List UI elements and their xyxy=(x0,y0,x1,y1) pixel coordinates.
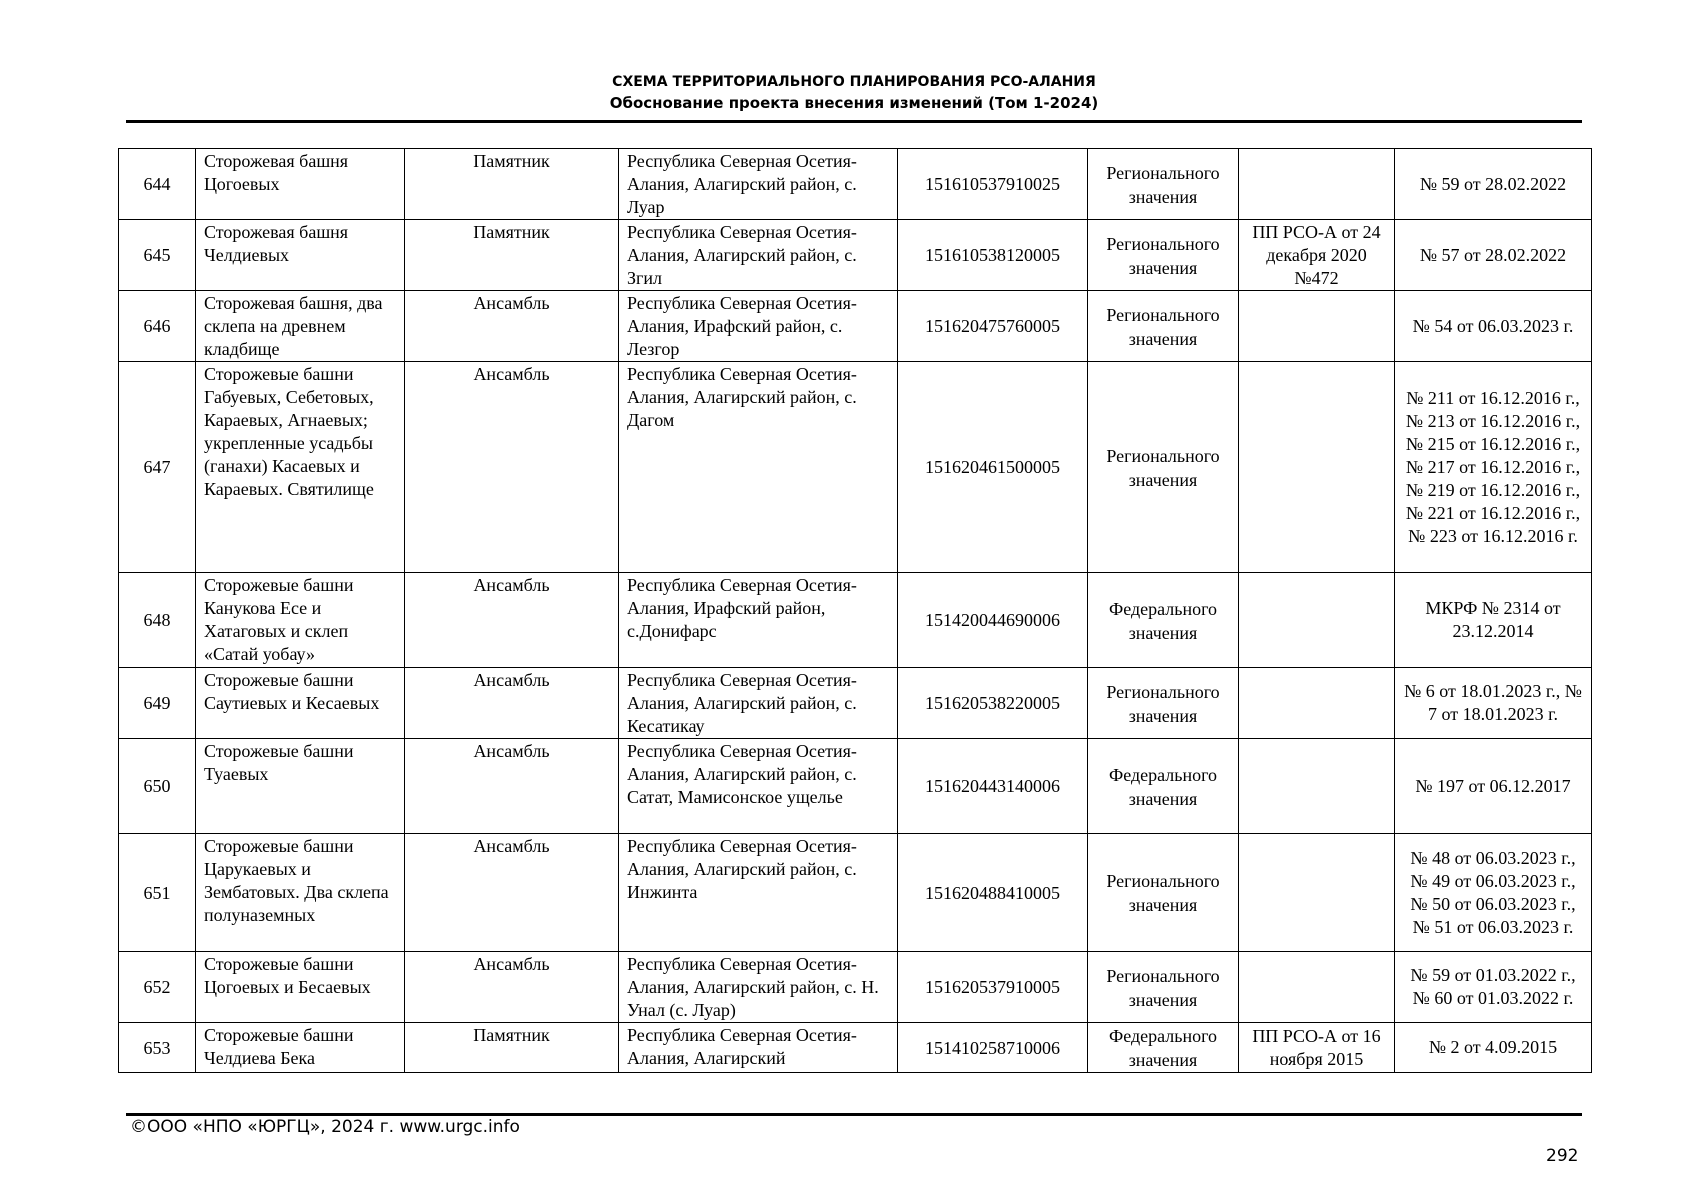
registry-number-cell: 151410258710006 xyxy=(898,1023,1088,1073)
object-type-cell: Ансамбль xyxy=(405,739,619,834)
registry-number-cell: 151620475760005 xyxy=(898,291,1088,362)
object-name-cell: Сторожевые башни Канукова Есе и Хатаговых и склеп «Сатай уобау» xyxy=(196,573,405,668)
object-name-cell: Сторожевые башни Габуевых, Себетовых, Караевых, Агнаевых; укрепленные усадьбы (ганахи) Касаевых и Караевых. Святилище xyxy=(196,362,405,573)
registry-number-cell: 151620537910005 xyxy=(898,952,1088,1023)
object-address-cell: Республика Северная Осетия-Алания, Алагирский район, с. Луар xyxy=(619,149,898,220)
object-name-cell: Сторожевые башни Челдиева Бека xyxy=(196,1023,405,1073)
object-name-cell: Сторожевая башня Цогоевых xyxy=(196,149,405,220)
legal-act-cell xyxy=(1239,362,1395,573)
document-title: СХЕМА ТЕРРИТОРИАЛЬНОГО ПЛАНИРОВАНИЯ РСО-АЛАНИЯ xyxy=(612,74,1096,90)
row-number-cell: 644 xyxy=(119,149,196,220)
object-address-cell: Республика Северная Осетия-Алания, Алагирский район, с. Н. Унал (с. Луар) xyxy=(619,952,898,1023)
registry-number-cell: 151610537910025 xyxy=(898,149,1088,220)
page-number: 292 xyxy=(1546,1146,1579,1166)
object-name-cell: Сторожевые башни Саутиевых и Кесаевых xyxy=(196,668,405,739)
object-address-cell: Республика Северная Осетия-Алания, Алагирский xyxy=(619,1023,898,1073)
object-address-cell: Республика Северная Осетия-Алания, Ирафский район, с. Лезгор xyxy=(619,291,898,362)
table-body xyxy=(119,149,1592,1073)
table-row xyxy=(119,291,1592,362)
legal-act-cell xyxy=(1239,739,1395,834)
footer-rule xyxy=(126,1113,1582,1116)
table-row xyxy=(119,362,1592,573)
legal-act-cell xyxy=(1239,952,1395,1023)
legal-act-cell xyxy=(1239,291,1395,362)
registry-number-cell: 151620538220005 xyxy=(898,668,1088,739)
decision-document-cell: № 211 от 16.12.2016 г., № 213 от 16.12.2016 г., № 215 от 16.12.2016 г., № 217 от 16.12.2016 г., № 219 от 16.12.2016 г., № 221 от 16.12.2016 г., № 223 от 16.12.2016 г. xyxy=(1395,362,1592,573)
significance-category-cell: Регионального значения xyxy=(1088,668,1239,739)
object-type-cell: Памятник xyxy=(405,149,619,220)
row-number-cell: 648 xyxy=(119,573,196,668)
decision-document-cell: № 48 от 06.03.2023 г., № 49 от 06.03.2023 г., № 50 от 06.03.2023 г., № 51 от 06.03.2023 г. xyxy=(1395,834,1592,952)
decision-document-cell: № 197 от 06.12.2017 xyxy=(1395,739,1592,834)
significance-category-cell: Федерального значения xyxy=(1088,1023,1239,1073)
registry-number-cell: 151620488410005 xyxy=(898,834,1088,952)
row-number-cell: 646 xyxy=(119,291,196,362)
significance-category-cell: Федерального значения xyxy=(1088,739,1239,834)
decision-document-cell: № 54 от 06.03.2023 г. xyxy=(1395,291,1592,362)
registry-number-cell: 151620443140006 xyxy=(898,739,1088,834)
decision-document-cell: № 6 от 18.01.2023 г., № 7 от 18.01.2023 г. xyxy=(1395,668,1592,739)
decision-document-cell: № 2 от 4.09.2015 xyxy=(1395,1023,1592,1073)
legal-act-cell xyxy=(1239,834,1395,952)
table-row xyxy=(119,220,1592,291)
footer-copyright: ©ООО «НПО «ЮРГЦ», 2024 г. www.urgc.info xyxy=(130,1117,520,1137)
heritage-register-table xyxy=(118,148,1592,1073)
object-name-cell: Сторожевые башни Царукаевых и Зембатовых. Два склепа полуназемных xyxy=(196,834,405,952)
table-row xyxy=(119,739,1592,834)
row-number-cell: 650 xyxy=(119,739,196,834)
significance-category-cell: Регионального значения xyxy=(1088,362,1239,573)
object-name-cell: Сторожевая башня, два склепа на древнем кладбище xyxy=(196,291,405,362)
table-row xyxy=(119,668,1592,739)
object-type-cell: Ансамбль xyxy=(405,668,619,739)
significance-category-cell: Регионального значения xyxy=(1088,952,1239,1023)
document-header xyxy=(126,72,1582,114)
registry-number-cell: 151610538120005 xyxy=(898,220,1088,291)
object-type-cell: Памятник xyxy=(405,1023,619,1073)
object-address-cell: Республика Северная Осетия-Алания, Ирафский район, с.Донифарс xyxy=(619,573,898,668)
significance-category-cell: Федерального значения xyxy=(1088,573,1239,668)
significance-category-cell: Регионального значения xyxy=(1088,149,1239,220)
row-number-cell: 653 xyxy=(119,1023,196,1073)
legal-act-cell: ПП РСО-А от 16 ноября 2015 xyxy=(1239,1023,1395,1073)
object-address-cell: Республика Северная Осетия-Алания, Алагирский район, с. Инжинта xyxy=(619,834,898,952)
header-rule xyxy=(126,120,1582,123)
object-type-cell: Ансамбль xyxy=(405,291,619,362)
object-address-cell: Республика Северная Осетия-Алания, Алагирский район, с. Згил xyxy=(619,220,898,291)
row-number-cell: 649 xyxy=(119,668,196,739)
object-type-cell: Ансамбль xyxy=(405,362,619,573)
object-type-cell: Ансамбль xyxy=(405,573,619,668)
registry-number-cell: 151620461500005 xyxy=(898,362,1088,573)
table-row xyxy=(119,1023,1592,1073)
decision-document-cell: № 59 от 28.02.2022 xyxy=(1395,149,1592,220)
document-subtitle: Обоснование проекта внесения изменений (Том 1-2024) xyxy=(609,94,1099,112)
significance-category-cell: Регионального значения xyxy=(1088,834,1239,952)
legal-act-cell xyxy=(1239,668,1395,739)
object-type-cell: Ансамбль xyxy=(405,952,619,1023)
legal-act-cell xyxy=(1239,149,1395,220)
decision-document-cell: МКРФ № 2314 от 23.12.2014 xyxy=(1395,573,1592,668)
legal-act-cell: ПП РСО-А от 24 декабря 2020 №472 xyxy=(1239,220,1395,291)
significance-category-cell: Регионального значения xyxy=(1088,220,1239,291)
registry-number-cell: 151420044690006 xyxy=(898,573,1088,668)
decision-document-cell: № 59 от 01.03.2022 г., № 60 от 01.03.2022 г. xyxy=(1395,952,1592,1023)
table-row xyxy=(119,834,1592,952)
object-type-cell: Памятник xyxy=(405,220,619,291)
decision-document-cell: № 57 от 28.02.2022 xyxy=(1395,220,1592,291)
significance-category-cell: Регионального значения xyxy=(1088,291,1239,362)
table-row xyxy=(119,149,1592,220)
legal-act-cell xyxy=(1239,573,1395,668)
row-number-cell: 645 xyxy=(119,220,196,291)
object-address-cell: Республика Северная Осетия-Алания, Алагирский район, с. Дагом xyxy=(619,362,898,573)
object-name-cell: Сторожевая башня Челдиевых xyxy=(196,220,405,291)
row-number-cell: 652 xyxy=(119,952,196,1023)
object-address-cell: Республика Северная Осетия-Алания, Алагирский район, с. Кесатикау xyxy=(619,668,898,739)
table-row xyxy=(119,952,1592,1023)
object-address-cell: Республика Северная Осетия-Алания, Алагирский район, с. Сатат, Мамисонское ущелье xyxy=(619,739,898,834)
object-type-cell: Ансамбль xyxy=(405,834,619,952)
object-name-cell: Сторожевые башни Цогоевых и Бесаевых xyxy=(196,952,405,1023)
object-name-cell: Сторожевые башни Туаевых xyxy=(196,739,405,834)
row-number-cell: 651 xyxy=(119,834,196,952)
row-number-cell: 647 xyxy=(119,362,196,573)
table-row xyxy=(119,573,1592,668)
